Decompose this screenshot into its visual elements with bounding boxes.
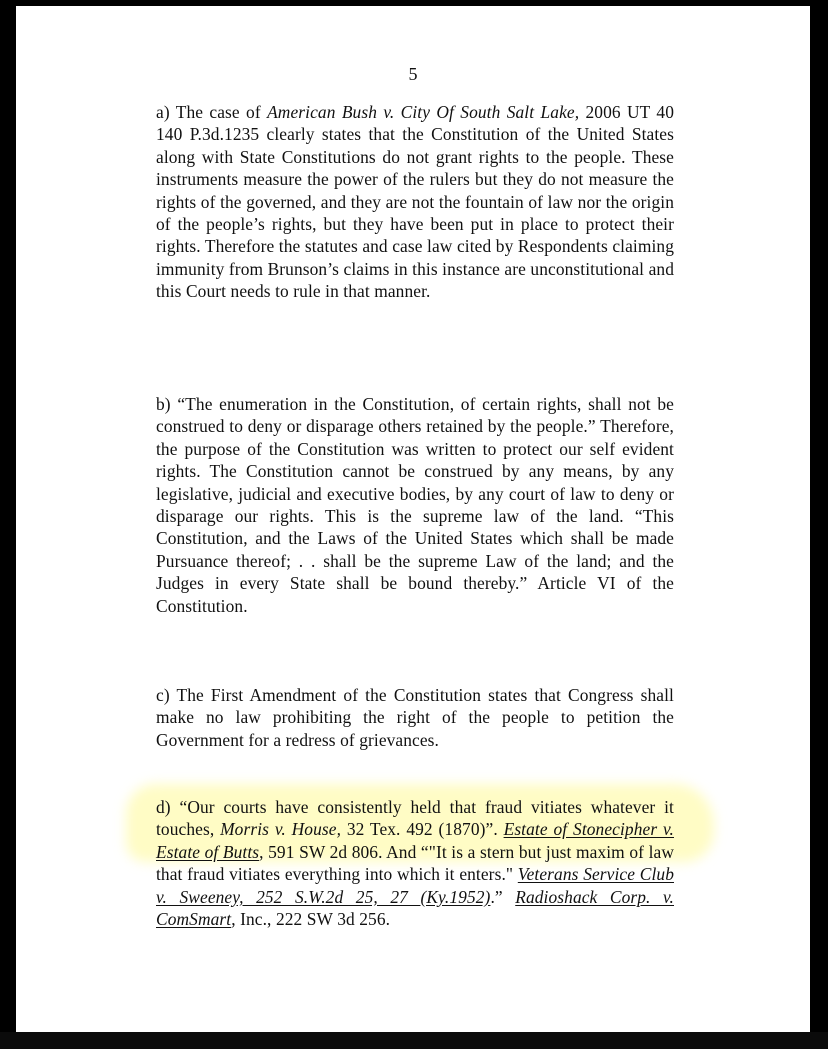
case-citation-veterans: Veterans Service Club v. Sweeney, 252 S.W.2d 25, 27 (Ky.1952) [156,864,674,907]
paragraph-c-text: c) The First Amendment of the Constitution states that Congress shall make no law prohibiting the right of the people to petition the Government for a redress of grievances. [156,685,674,750]
paragraph-d-text-5: , Inc., 222 SW 3d 256. [231,909,391,930]
paragraph-a-text-2: 2006 UT 40 140 P.3d.1235 clearly states that the Constitution of the United States along with State Constitutions do not grant rights to the people. These instruments measure the power of the rulers but they do not measure the rights of the governed, and they are not the fountain of law nor the origin of the people’s rights, but they have been put in place to protect their rights. Therefore the statutes and case law cited by Respondents claiming immunity from Brunson’s claims in this instance are unconstitutional and this Court needs to rule in that manner. [156,102,674,302]
paragraph-d-text-3: , 591 SW 2d 806. And “"It is a stern but just maxim of law that fraud vitiates everything into which it enters." [156,841,674,885]
case-citation-stonecipher: Estate of Stonecipher v. Estate of Butts [156,819,674,862]
paragraph-b-text: b) “The enumeration in the Constitution, of certain rights, shall not be construed to deny or disparage others retained by the people.” Therefore, the purpose of the Constitution was written to protect our self evident rights. The Constitution cannot be construed by any means, by any legislative, judicial and executive bodies, by any court of law to deny or disparage our rights. This is the supreme law of the land. “This Constitution, and the Laws of the United States which shall be made Pursuance thereof; . . shall be the supreme Law of the land; and the Judges in every State shall be bound thereby.” Article VI of the Constitution. [156,394,674,616]
document-page [16,6,810,1032]
bottom-bar [0,1032,828,1049]
case-citation-morris: Morris v. House, [220,819,342,840]
case-citation-radioshack: Radioshack Corp. v. ComSmart [156,886,674,930]
page-number: 5 [408,64,418,84]
paragraph-d-text-2: 32 Tex. 492 (1870)”. [341,819,504,840]
paragraph-a-text-1: a) The case of [156,102,268,122]
paragraph-d [156,796,674,930]
case-citation-american-bush: American Bush v. City Of South Salt Lake, [267,102,580,122]
paragraph-c [156,684,674,751]
paragraph-d-text-4: .” [490,886,516,907]
paragraph-d-text-1: d) “Our courts have consistently held that fraud vitiates whatever it touches, [156,797,674,840]
paragraph-b [156,393,674,617]
paragraph-a [156,101,674,303]
